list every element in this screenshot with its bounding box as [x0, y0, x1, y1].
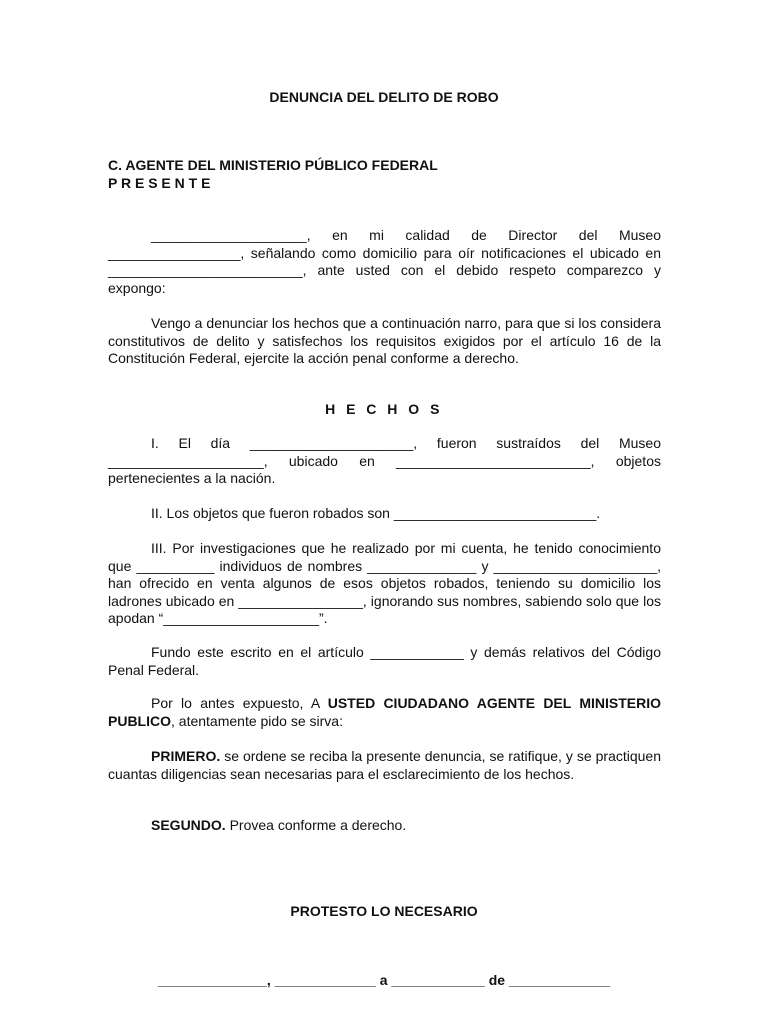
place-date-line: ______________, _____________ a ____________ de _____________ [157, 972, 611, 988]
request-paragraph [108, 695, 661, 730]
legal-basis-paragraph: Fundo este escrito en el artículo ____________ y demás relativos del Código Penal Federal. [108, 644, 661, 678]
first-petition-text: se ordene se reciba la presente denuncia, se ratifique, y se practiquen cuantas diligencias sean necesarias para el esclarecimiento de los hechos. [108, 748, 661, 782]
closing-statement: PROTESTO LO NECESARIO [290, 903, 478, 919]
second-petition-paragraph [108, 817, 661, 835]
request-lead: Por lo antes expuesto, A [151, 695, 328, 711]
request-addressee: USTED CIUDADANO AGENTE DEL MINISTERIO PUBLICO [108, 695, 661, 729]
second-petition-label: SEGUNDO. [151, 817, 226, 833]
addressee-block [108, 157, 438, 193]
intro-paragraph: ____________________, en mi calidad de Director del Museo _________________, señalando como domicilio para oír notificaciones el ubicado en _________________________, ante usted con el debido respeto comparezco y expongo: [108, 227, 661, 296]
second-petition-text: Provea conforme a derecho. [225, 817, 407, 833]
request-tail: , atentamente pido se sirva: [171, 712, 343, 729]
fact-3-paragraph: III. Por investigaciones que he realizado por mi cuenta, he tenido conocimiento que __________ individuos de nombres ______________ y _____________________, han ofrecido en venta algunos de esos objetos robados, teniendo su domicilio los ladrones ubicado en ________________, ignorando sus nombres, sabiendo solo que los apodan “____________________”. [108, 540, 661, 626]
purpose-paragraph: Vengo a denunciar los hechos que a continuación narro, para que si los considera constitutivos de delito y satisfechos los requisitos exigidos por el artículo 16 de la Constitución Federal, ejercite la acción penal conforme a derecho. [108, 315, 661, 366]
facts-heading: H E C H O S [325, 401, 443, 417]
first-petition-paragraph [108, 748, 661, 783]
first-petition-label: PRIMERO. [151, 748, 221, 764]
fact-2-paragraph: II. Los objetos que fueron robados son __________________________. [151, 505, 601, 521]
addressee-line: C. AGENTE DEL MINISTERIO PÚBLICO FEDERAL [108, 157, 438, 173]
presente-line: P R E S E N T E [108, 175, 211, 191]
document-title: DENUNCIA DEL DELITO DE ROBO [269, 89, 499, 105]
fact-1-paragraph: I. El día _____________________, fueron sustraídos del Museo ____________________, ubicado en _________________________, objetos pertenecientes a la nación. [108, 435, 661, 486]
